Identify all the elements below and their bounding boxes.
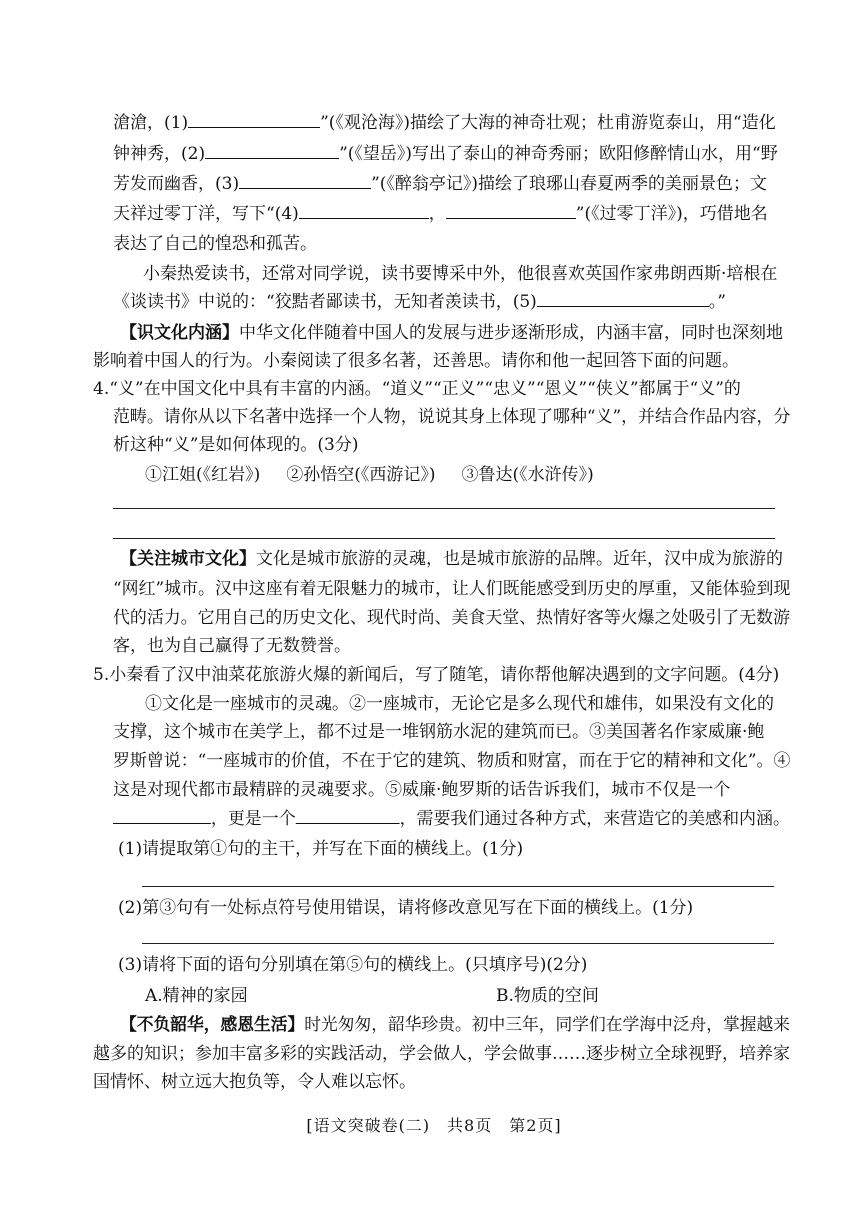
q5-passage-5 xyxy=(113,807,790,831)
answer-blank-2[interactable] xyxy=(205,142,339,159)
answer-blank-5[interactable] xyxy=(537,290,709,307)
youth-line-3: 国情怀、树立远大抱负等，令人难以忘怀。 xyxy=(93,1072,416,1092)
q5-passage-2: 支撑，这个城市在美学上，都不过是一堆钢筋水泥的建筑而已。③美国著名作家威廉·鲍 xyxy=(113,722,765,742)
city-line-3: 代的活力。它用自己的历史文化、现代时尚、美食天堂、热情好客等火爆之处吸引了无数游 xyxy=(113,608,791,628)
text: ，需要我们通过各种方式，来营造它的美感和内涵。 xyxy=(399,809,790,829)
text: 《谈读书》中说的：“狡黠者鄙读书，无知者羡读书，(5) xyxy=(113,292,537,312)
option-3: ③鲁达(《水浒传》) xyxy=(461,465,594,485)
section-tag: 【关注城市文化】 xyxy=(120,549,256,569)
poetry-line-3 xyxy=(113,172,767,196)
poetry-line-5: 表达了自己的惶恐和孤苦。 xyxy=(113,234,317,254)
page-footer: [语文突破卷(二) 共8页 第2页] xyxy=(306,1116,562,1135)
q4-options xyxy=(145,463,594,487)
city-line-1 xyxy=(120,547,783,571)
culture-line-1 xyxy=(120,321,783,345)
poetry-line-2 xyxy=(113,142,778,166)
answer-line[interactable] xyxy=(142,886,774,887)
city-line-4: 客，也为自己赢得了无数赞誉。 xyxy=(113,636,351,656)
q4-line-3: 析这种“义”是如何体现的。(3分) xyxy=(113,435,359,455)
q5-passage-3: 罗斯曾说：“一座城市的价值，不在于它的建筑、物质和财富，而在于它的精神和文化”。④ xyxy=(113,751,791,771)
text: 时光匆匆，韶华珍贵。初中三年，同学们在学海中泛舟，掌握越来 xyxy=(304,1015,791,1035)
text: ”(《望岳》)写出了泰山的神奇秀丽；欧阳修醉情山水，用“野 xyxy=(339,144,778,164)
section-tag: 【识文化内涵】 xyxy=(120,323,239,343)
text: 文化是城市旅游的灵魂，也是城市旅游的品牌。近年，汉中成为旅游的 xyxy=(256,549,783,569)
text: 钟神秀，(2) xyxy=(113,144,206,164)
option-1: ①江姐(《红岩》) xyxy=(145,465,261,485)
answer-blank-3[interactable] xyxy=(239,172,371,189)
answer-blank-4b[interactable] xyxy=(446,202,576,219)
q4-line-2: 范畴。请你从以下名著中选择一个人物，说说其身上体现了哪种“义”，并结合作品内容，分 xyxy=(113,407,791,427)
city-line-2: “网红”城市。汉中这座有着无限魅力的城市，让人们既能感受到历史的厚重，又能体验到现 xyxy=(113,579,791,599)
poetry-line-4 xyxy=(113,202,768,226)
option-a: A.精神的家园 xyxy=(145,986,248,1006)
text: 。” xyxy=(708,292,726,312)
option-2: ②孙悟空(《西游记》) xyxy=(286,465,436,485)
youth-line-1 xyxy=(120,1013,790,1037)
reading-line-2 xyxy=(113,290,726,314)
q5-heading: 5.小秦看了汉中油菜花旅游火爆的新闻后，写了随笔，请你帮他解决遇到的文字问题。(4分) xyxy=(93,665,780,685)
answer-line[interactable] xyxy=(113,538,775,539)
text: ”(《观沧海》)描绘了大海的神奇壮观；杜甫游览泰山，用“造化 xyxy=(320,113,776,133)
answer-line[interactable] xyxy=(113,508,775,509)
text: ， xyxy=(428,204,446,224)
q4-line-1: 4.“义”在中国文化中具有丰富的内涵。“道义”“正义”“忠义”“恩义”“侠义”都属于“义”的 xyxy=(93,379,741,399)
text: 天祥过零丁洋，写下“(4) xyxy=(113,204,299,224)
answer-line[interactable] xyxy=(142,943,774,944)
option-b: B.物质的空间 xyxy=(496,986,599,1006)
answer-blank-1[interactable] xyxy=(188,111,320,128)
text: 芳发而幽香，(3) xyxy=(113,174,240,194)
culture-line-2: 影响着中国人的行为。小秦阅读了很多名著，还善思。请你和他一起回答下面的问题。 xyxy=(93,351,739,371)
passage-blank-2[interactable] xyxy=(296,807,400,824)
poetry-line-1 xyxy=(113,111,776,135)
q5-sub-1: (1)请提取第①句的主干，并写在下面的横线上。(1分) xyxy=(118,839,524,859)
text: 中华文化伴随着中国人的发展与进步逐渐形成，内涵丰富，同时也深刻地 xyxy=(239,323,783,343)
q5-passage-4: 这是对现代都市最精辟的灵魂要求。⑤威廉·鲍罗斯的话告诉我们，城市不仅是一个 xyxy=(113,780,731,800)
text: 滄滄，(1) xyxy=(113,113,189,133)
text: ，更是一个 xyxy=(210,809,296,829)
youth-line-2: 越多的知识；参加丰富多彩的实践活动，学会做人，学会做事……逐步树立全球视野，培养家 xyxy=(93,1044,790,1064)
answer-blank-4a[interactable] xyxy=(299,202,429,219)
q5-passage-1: ①文化是一座城市的灵魂。②一座城市，无论它是多么现代和雄伟，如果没有文化的 xyxy=(145,694,774,714)
q5-sub-3: (3)请将下面的语句分别填在第⑤句的横线上。(只填序号)(2分) xyxy=(118,955,588,975)
text: ”(《醉翁亭记》)描绘了琅琊山春夏两季的美丽景色；文 xyxy=(371,174,768,194)
passage-blank-1[interactable] xyxy=(113,807,211,824)
q5-sub-2: (2)第③句有一处标点符号使用错误，请将修改意见写在下面的横线上。(1分) xyxy=(118,898,694,918)
reading-line-1: 小秦热爱读书，还常对同学说，读书要博采中外，他很喜欢英国作家弗朗西斯·培根在 xyxy=(143,264,778,284)
section-tag: 【不负韶华，感恩生活】 xyxy=(120,1015,305,1035)
text: ”(《过零丁洋》)，巧借地名 xyxy=(575,204,768,224)
